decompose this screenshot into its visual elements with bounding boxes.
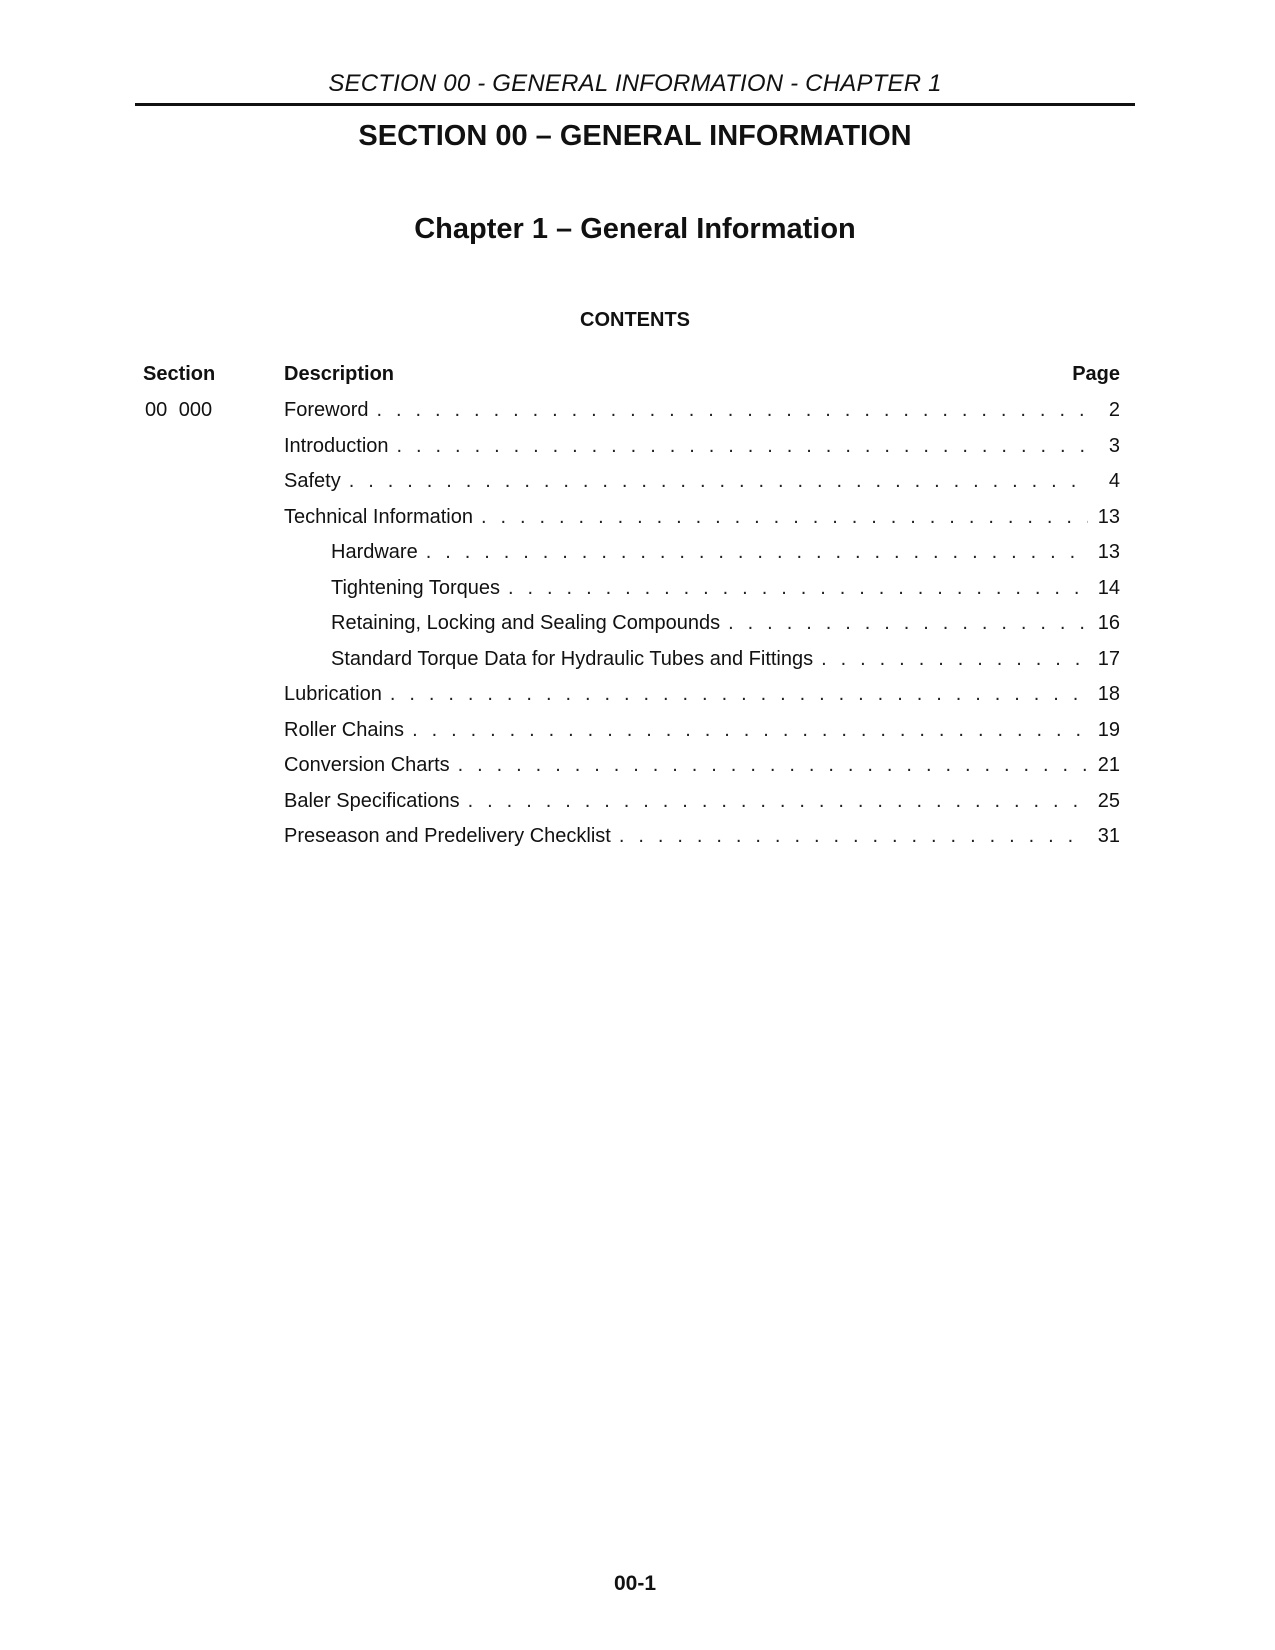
toc-entry-page: 21 — [1097, 754, 1120, 776]
toc-leader-dots — [458, 753, 1088, 777]
toc-entry-technical-information[interactable] — [284, 505, 1120, 541]
toc-entry-hardware[interactable] — [284, 540, 1120, 576]
toc-leader-dots — [508, 576, 1088, 600]
toc-header-section: Section — [143, 363, 216, 385]
toc-entry-roller-chains[interactable] — [284, 718, 1120, 754]
toc-entry-conversion-charts[interactable] — [284, 753, 1120, 789]
toc-leader-dots — [619, 824, 1088, 848]
toc-entry-page: 4 — [1108, 470, 1120, 492]
header-rule — [135, 103, 1135, 106]
toc-entry-page: 14 — [1097, 576, 1120, 599]
toc-entry-introduction[interactable] — [284, 434, 1120, 470]
toc-entry-page: 2 — [1108, 399, 1120, 421]
toc-entry-label: Lubrication — [284, 683, 382, 705]
toc-entry-page: 3 — [1108, 434, 1120, 457]
toc-entry-label: Roller Chains — [284, 718, 405, 741]
toc-entry-label: Safety — [284, 470, 341, 492]
toc-leader-dots — [481, 505, 1088, 529]
toc-leader-dots — [390, 682, 1088, 706]
toc-entry-label: Foreword — [284, 399, 369, 421]
toc-entry-page: 25 — [1097, 789, 1120, 812]
toc-entry-label: Tightening Torques — [331, 576, 501, 599]
toc-entry-page: 19 — [1097, 718, 1120, 741]
running-header: SECTION 00 - GENERAL INFORMATION - CHAPTER 1 — [328, 70, 942, 97]
toc-entry-compounds[interactable] — [284, 611, 1120, 647]
toc-entry-label: Conversion Charts — [284, 754, 450, 776]
toc-entry-lubrication[interactable] — [284, 682, 1120, 718]
toc-entry-page: 16 — [1097, 612, 1120, 634]
toc-leader-dots — [376, 398, 1088, 422]
toc-leader-dots — [821, 647, 1088, 671]
toc-entry-label: Introduction — [284, 434, 389, 457]
toc-entry-label: Retaining, Locking and Sealing Compounds — [331, 612, 721, 634]
toc-leader-dots — [426, 540, 1088, 564]
toc-leader-dots — [468, 789, 1088, 813]
toc-leader-dots — [412, 718, 1088, 742]
toc-entry-page: 31 — [1097, 825, 1120, 847]
toc-entry-page: 17 — [1097, 647, 1120, 670]
toc-entry-checklist[interactable] — [284, 824, 1120, 860]
toc-section-code: 00 000 — [145, 399, 213, 421]
section-title: SECTION 00 – GENERAL INFORMATION — [358, 120, 912, 152]
toc-entry-label: Hardware — [331, 541, 418, 563]
toc-leader-dots — [728, 611, 1088, 635]
toc-leader-dots — [349, 469, 1088, 493]
toc-entry-label: Preseason and Predelivery Checklist — [284, 825, 611, 847]
toc-entry-page: 13 — [1097, 541, 1120, 563]
toc-entry-baler-specifications[interactable] — [284, 789, 1120, 825]
toc-list — [284, 398, 1120, 860]
toc-entry-torque-data[interactable] — [284, 647, 1120, 683]
toc-entry-safety[interactable] — [284, 469, 1120, 505]
toc-entry-label: Technical Information — [284, 505, 473, 528]
toc-header-page: Page — [1072, 363, 1120, 385]
page-number: 00-1 — [613, 1572, 657, 1595]
toc-header-description: Description — [284, 363, 395, 385]
toc-entry-page: 13 — [1097, 505, 1120, 528]
toc-entry-label: Baler Specifications — [284, 789, 460, 812]
toc-entry-page: 18 — [1097, 683, 1120, 705]
chapter-title: Chapter 1 – General Information — [414, 213, 856, 245]
toc-entry-tightening-torques[interactable] — [284, 576, 1120, 612]
contents-title: CONTENTS — [580, 309, 690, 331]
toc-entry-label: Standard Torque Data for Hydraulic Tubes and Fittings — [331, 647, 814, 670]
toc-leader-dots — [397, 434, 1088, 458]
toc-entry-foreword[interactable] — [284, 398, 1120, 434]
